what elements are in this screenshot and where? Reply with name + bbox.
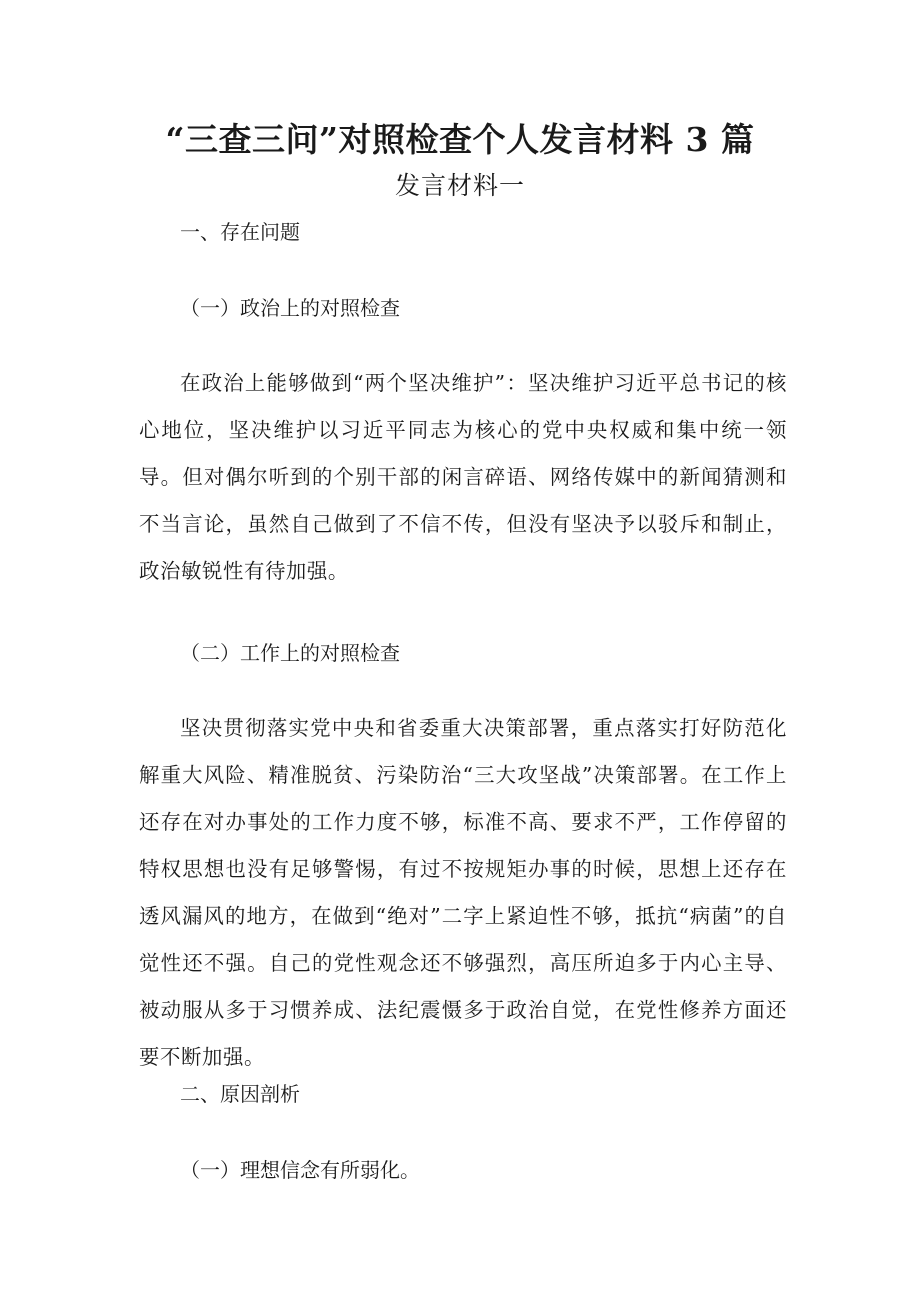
subsection-heading-political: （一）政治上的对照检查 [180, 296, 400, 320]
paragraph-political: 在政治上能够做到“两个坚决维护”：坚决维护习近平总书记的核心地位，坚决维护以习近平同志为核心的党中央权威和集中统一领导。但对偶尔听到的个别干部的闲言碎语、网络传媒中的新闻猜测和不当言论，虽然自己做到了不信不传，但没有坚决予以驳斥和制止，政治敏锐性有待加强。 [139, 371, 787, 583]
subsection-heading-ideals: （一）理想信念有所弱化。 [180, 1158, 420, 1182]
section-heading-causes: 二、原因剖析 [180, 1082, 300, 1106]
document-subtitle: 发言材料一 [394, 171, 525, 200]
document-title: “三查三问”对照检查个人发言材料 3 篇 [165, 120, 755, 159]
subsection-heading-work: （二）工作上的对照检查 [180, 641, 400, 665]
section-heading-problems: 一、存在问题 [180, 220, 300, 244]
paragraph-work: 坚决贯彻落实党中央和省委重大决策部署，重点落实打好防范化解重大风险、精准脱贫、污染防治“三大攻坚战”决策部署。在工作上还存在对办事处的工作力度不够，标准不高、要求不严，工作停留的特权思想也没有足够警惕，有过不按规矩办事的时候，思想上还存在透风漏风的地方，在做到“绝对”二字上紧迫性不够，抵抗“病菌”的自觉性还不强。自己的党性观念还不够强烈，高压所迫多于内心主导、被动服从多于习惯养成、法纪震慑多于政治自觉，在党性修养方面还要不断加强。 [139, 716, 787, 1069]
